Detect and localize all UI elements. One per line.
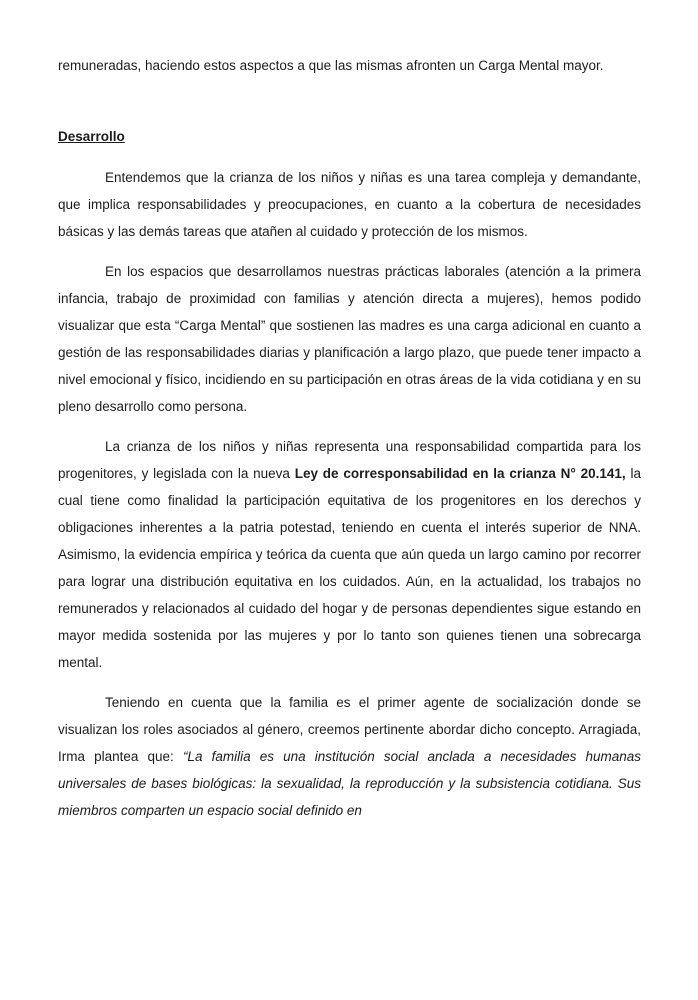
paragraph-practicas-laborales xyxy=(58,258,641,420)
paragraph-ley-corresponsabilidad xyxy=(58,433,641,676)
quotation-italic-text: “La familia es una institución social anclada a necesidades humanas universales de bases biológicas: la sexualidad, la reproducción y la subsistencia cotidiana. Sus miembros comparten un espacio social definido en xyxy=(58,749,641,818)
continuation-paragraph xyxy=(58,52,641,79)
paragraph-text: Teniendo en cuenta que la familia es el primer agente de socialización donde se visualizan los roles asociados al género, creemos pertinente abordar dicho concepto. Arragiada, Irma plantea que: xyxy=(58,695,641,764)
paragraph-familia-socializacion xyxy=(58,689,641,824)
paragraph-crianza-intro xyxy=(58,164,641,245)
paragraph-text: Entendemos que la crianza de los niños y niñas es una tarea compleja y demandante, que implica responsabilidades y preocupaciones, en cuanto a la cobertura de necesidades básicas y las demás tareas que atañen al cuidado y protección de los mismos. xyxy=(58,170,641,239)
law-reference-bold-text: Ley de corresponsabilidad en la crianza N° 20.141, xyxy=(294,466,626,481)
paragraph-text: la cual tiene como finalidad la participación equitativa de los progenitores en los derechos y obligaciones inherentes a la patria potestad, teniendo en cuenta el interés superior de NNA. Asimismo, la evidencia empírica y teórica da cuenta que aún queda un largo camino por recorrer para lograr una distribución equitativa en los cuidados. Aún, en la actualidad, los trabajos no remunerados y relacionados al cuidado del hogar y de personas dependientes sigue estando en mayor medida sostenida por las mujeres y por lo tanto son quienes tienen una sobrecarga mental. xyxy=(58,466,641,670)
paragraph-text: remuneradas, haciendo estos aspectos a que las mismas afronten un Carga Mental mayor. xyxy=(58,58,604,73)
section-heading-text: Desarrollo xyxy=(58,129,125,144)
section-heading xyxy=(58,123,641,150)
paragraph-text: En los espacios que desarrollamos nuestras prácticas laborales (atención a la primera infancia, trabajo de proximidad con familias y atención directa a mujeres), hemos podido visualizar que esta “Carga Mental” que sostienen las madres es una carga adicional en cuanto a gestión de las responsabilidades diarias y planificación a largo plazo, que puede tener impacto a nivel emocional y físico, incidiendo en su participación en otras áreas de la vida cotidiana y en su pleno desarrollo como persona. xyxy=(58,264,641,414)
paragraph-text: La crianza de los niños y niñas representa una responsabilidad compartida para los progenitores, y legislada con la nueva xyxy=(58,439,641,481)
